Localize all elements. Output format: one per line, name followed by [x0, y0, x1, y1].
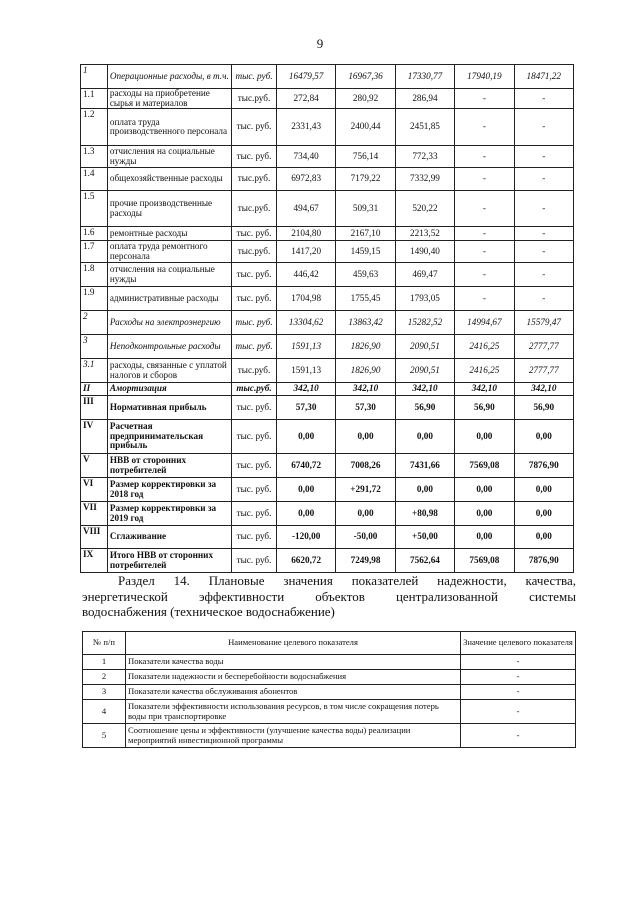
row-value: 15282,52 — [395, 311, 454, 335]
row-name: Итого НВВ от сторонних потребителей — [107, 549, 231, 573]
row-number: 1.4 — [81, 168, 108, 191]
section-heading — [82, 573, 576, 620]
row-name: ремонтные расходы — [107, 227, 231, 241]
row-number: 1.1 — [81, 89, 108, 109]
cost-row-rIII — [81, 396, 574, 420]
row-unit: тыс.руб. — [232, 359, 277, 383]
row-unit: тыс. руб. — [232, 549, 277, 573]
row-value: 7008,26 — [336, 454, 395, 478]
indicator-num: 3 — [83, 685, 126, 700]
row-value: 1826,90 — [336, 335, 395, 359]
row-value: - — [514, 168, 573, 191]
row-value: 2451,85 — [395, 109, 454, 146]
row-unit: тыс. руб. — [232, 227, 277, 241]
row-value: 7562,64 — [395, 549, 454, 573]
cost-row-rIV — [81, 420, 574, 454]
row-value: 342,10 — [455, 383, 514, 396]
row-value: 0,00 — [336, 502, 395, 526]
row-value: 0,00 — [276, 478, 335, 502]
indicator-name: Показатели эффективности использования ресурсов, в том числе сокращения потерь воды при транспортировке — [126, 700, 461, 724]
cost-row-rIX — [81, 549, 574, 573]
indicator-name: Соотношение цены и эффективности (улучшение качества воды) реализации мероприятий инвестиционной программы — [126, 724, 461, 748]
cost-row-r1-9 — [81, 287, 574, 311]
indicator-value: - — [461, 724, 576, 748]
row-unit: тыс. руб. — [232, 146, 277, 168]
row-value: 7431,66 — [395, 454, 454, 478]
row-value: 6740,72 — [276, 454, 335, 478]
row-value: 7249,98 — [336, 549, 395, 573]
row-value: 342,10 — [336, 383, 395, 396]
row-number: II — [81, 383, 108, 396]
row-number: 1 — [81, 65, 108, 89]
row-value: 509,31 — [336, 191, 395, 227]
row-unit: тыс. руб. — [232, 502, 277, 526]
indicator-value: - — [461, 700, 576, 724]
row-unit: тыс. руб. — [232, 65, 277, 89]
row-value: 7179,22 — [336, 168, 395, 191]
indicator-name: Показатели качества обслуживания абонентов — [126, 685, 461, 700]
row-number: 1.3 — [81, 146, 108, 168]
row-value: - — [514, 89, 573, 109]
section-heading-line-3: водоснабжения (техническое водоснабжение) — [82, 604, 335, 619]
row-value: 0,00 — [455, 502, 514, 526]
cost-row-r1-2 — [81, 109, 574, 146]
row-value: 1591,13 — [276, 335, 335, 359]
cost-row-r1-3 — [81, 146, 574, 168]
indicator-num: 2 — [83, 670, 126, 685]
row-value: 2090,51 — [395, 359, 454, 383]
row-unit: тыс. руб. — [232, 396, 277, 420]
row-value: +291,72 — [336, 478, 395, 502]
row-value: 2400,44 — [336, 109, 395, 146]
row-value: 1755,45 — [336, 287, 395, 311]
row-unit: тыс. руб. — [232, 478, 277, 502]
row-value: - — [455, 146, 514, 168]
row-value: 0,00 — [276, 502, 335, 526]
cost-row-r1-4 — [81, 168, 574, 191]
row-unit: тыс. руб. — [232, 526, 277, 549]
row-name: Амортизация — [107, 383, 231, 396]
cost-row-r1-7 — [81, 241, 574, 263]
row-value: 0,00 — [514, 478, 573, 502]
row-number: 1.5 — [81, 191, 108, 227]
row-number: 3.1 — [81, 359, 108, 383]
row-value: 16967,36 — [336, 65, 395, 89]
row-name: Расходы на электроэнергию — [107, 311, 231, 335]
section-heading-line-1: Раздел 14. Плановые значения показателей надежности, качества, — [118, 573, 576, 588]
row-value: 17940,19 — [455, 65, 514, 89]
row-unit: тыс. руб. — [232, 420, 277, 454]
row-value: 0,00 — [336, 420, 395, 454]
row-value: 2777,77 — [514, 359, 573, 383]
cost-row-r1-1 — [81, 89, 574, 109]
row-number: 1.9 — [81, 287, 108, 311]
row-value: 6620,72 — [276, 549, 335, 573]
row-number: VIII — [81, 526, 108, 549]
row-value: 2416,25 — [455, 335, 514, 359]
row-value: 1793,05 — [395, 287, 454, 311]
cost-row-rII — [81, 383, 574, 396]
row-number: 1.8 — [81, 263, 108, 287]
row-name: отчисления на социальные нужды — [107, 263, 231, 287]
row-value: 2777,77 — [514, 335, 573, 359]
row-value: 1417,20 — [276, 241, 335, 263]
row-value: +50,00 — [395, 526, 454, 549]
row-name: Нормативная прибыль — [107, 396, 231, 420]
row-value: 2104,80 — [276, 227, 335, 241]
row-number: 1.2 — [81, 109, 108, 146]
row-value: 1591,13 — [276, 359, 335, 383]
row-value: - — [514, 191, 573, 227]
row-value: - — [455, 263, 514, 287]
cost-row-r2 — [81, 311, 574, 335]
row-number: III — [81, 396, 108, 420]
row-value: 0,00 — [514, 526, 573, 549]
cost-row-rVIII — [81, 526, 574, 549]
row-value: 756,14 — [336, 146, 395, 168]
row-name: Операционные расходы, в т.ч. — [107, 65, 231, 89]
indicator-row — [83, 670, 576, 685]
row-name: НВВ от сторонних потребителей — [107, 454, 231, 478]
row-value: - — [455, 241, 514, 263]
row-value: - — [514, 241, 573, 263]
row-value: 2416,25 — [455, 359, 514, 383]
row-value: - — [455, 227, 514, 241]
row-value: 342,10 — [395, 383, 454, 396]
row-value: -120,00 — [276, 526, 335, 549]
row-name: расходы, связанные с уплатой налогов и сборов — [107, 359, 231, 383]
row-value: 57,30 — [276, 396, 335, 420]
row-value: 0,00 — [455, 420, 514, 454]
row-number: 3 — [81, 335, 108, 359]
row-unit: тыс.руб. — [232, 168, 277, 191]
indicator-num: 4 — [83, 700, 126, 724]
row-value: - — [455, 168, 514, 191]
row-name: расходы на приобретение сырья и материалов — [107, 89, 231, 109]
cost-table — [80, 64, 574, 573]
row-value: 56,90 — [514, 396, 573, 420]
row-value: 7876,90 — [514, 454, 573, 478]
row-value: 0,00 — [514, 502, 573, 526]
indicator-value: - — [461, 655, 576, 670]
indicator-num: 1 — [83, 655, 126, 670]
row-number: 1.7 — [81, 241, 108, 263]
row-value: 0,00 — [276, 420, 335, 454]
row-value: 1490,40 — [395, 241, 454, 263]
row-unit: тыс.руб. — [232, 241, 277, 263]
row-number: IX — [81, 549, 108, 573]
cost-row-r3-1 — [81, 359, 574, 383]
row-unit: тыс. руб. — [232, 109, 277, 146]
row-value: 0,00 — [455, 526, 514, 549]
row-value: 272,84 — [276, 89, 335, 109]
row-value: - — [514, 227, 573, 241]
row-name: Размер корректировки за 2019 год — [107, 502, 231, 526]
row-name: Размер корректировки за 2018 год — [107, 478, 231, 502]
indicator-value: - — [461, 670, 576, 685]
indicators-table — [82, 631, 576, 748]
indicator-name: Показатели качества воды — [126, 655, 461, 670]
cost-row-rV — [81, 454, 574, 478]
row-value: 57,30 — [336, 396, 395, 420]
row-value: 56,90 — [395, 396, 454, 420]
row-unit: тыс. руб. — [232, 287, 277, 311]
indicator-name: Показатели надежности и бесперебойности водоснабжения — [126, 670, 461, 685]
row-value: 7569,08 — [455, 454, 514, 478]
indicator-row — [83, 700, 576, 724]
row-value: +80,98 — [395, 502, 454, 526]
row-value: 13863,42 — [336, 311, 395, 335]
row-name: оплата труда производственного персонала — [107, 109, 231, 146]
indicator-row — [83, 685, 576, 700]
page-number: 9 — [316, 36, 324, 51]
row-value: 1704,98 — [276, 287, 335, 311]
row-value: 6972,83 — [276, 168, 335, 191]
row-value: 1459,15 — [336, 241, 395, 263]
row-value: 13304,62 — [276, 311, 335, 335]
row-number: VII — [81, 502, 108, 526]
cost-row-r1-5 — [81, 191, 574, 227]
row-value: -50,00 — [336, 526, 395, 549]
row-name: Сглаживание — [107, 526, 231, 549]
row-value: 1826,90 — [336, 359, 395, 383]
row-unit: тыс.руб. — [232, 89, 277, 109]
row-unit: тыс.руб. — [232, 191, 277, 227]
row-value: 2167,10 — [336, 227, 395, 241]
row-value: 0,00 — [395, 478, 454, 502]
row-value: 446,42 — [276, 263, 335, 287]
indicators-header-row — [83, 632, 576, 655]
row-value: 7876,90 — [514, 549, 573, 573]
indicator-num: 5 — [83, 724, 126, 748]
indicator-value: - — [461, 685, 576, 700]
row-number: V — [81, 454, 108, 478]
cost-row-r1-8 — [81, 263, 574, 287]
row-number: VI — [81, 478, 108, 502]
row-value: 342,10 — [276, 383, 335, 396]
cost-row-r3 — [81, 335, 574, 359]
row-value: 286,94 — [395, 89, 454, 109]
row-value: - — [455, 89, 514, 109]
row-value: 2213,52 — [395, 227, 454, 241]
row-value: - — [455, 109, 514, 146]
cost-row-rVII — [81, 502, 574, 526]
row-value: 734,40 — [276, 146, 335, 168]
row-value: 469,47 — [395, 263, 454, 287]
header-name: Наименование целевого показателя — [126, 632, 461, 655]
row-value: 7569,08 — [455, 549, 514, 573]
row-name: прочие производственные расходы — [107, 191, 231, 227]
row-value: 772,33 — [395, 146, 454, 168]
row-unit: тыс. руб. — [232, 311, 277, 335]
row-unit: тыс.руб. — [232, 383, 277, 396]
row-number: 2 — [81, 311, 108, 335]
row-value: 280,92 — [336, 89, 395, 109]
section-heading-line-2: энергетической эффективности объектов централизованной системы — [82, 588, 576, 604]
row-value: 0,00 — [455, 478, 514, 502]
row-value: 14994,67 — [455, 311, 514, 335]
cost-row-rVI — [81, 478, 574, 502]
row-value: 459,63 — [336, 263, 395, 287]
row-name: оплата труда ремонтного персонала — [107, 241, 231, 263]
row-unit: тыс. руб. — [232, 263, 277, 287]
header-num: № п/п — [83, 632, 126, 655]
row-value: 0,00 — [514, 420, 573, 454]
row-value: 494,67 — [276, 191, 335, 227]
row-unit: тыс. руб. — [232, 454, 277, 478]
row-value: 16479,57 — [276, 65, 335, 89]
row-value: 18471,22 — [514, 65, 573, 89]
cost-row-r1 — [81, 65, 574, 89]
row-value: - — [514, 146, 573, 168]
cost-row-r1-6 — [81, 227, 574, 241]
row-value: 0,00 — [395, 420, 454, 454]
row-value: - — [514, 109, 573, 146]
row-name: Неподконтрольные расходы — [107, 335, 231, 359]
row-value: 7332,99 — [395, 168, 454, 191]
indicator-row — [83, 724, 576, 748]
row-value: 520,22 — [395, 191, 454, 227]
row-number: IV — [81, 420, 108, 454]
row-value: 2331,43 — [276, 109, 335, 146]
header-value: Значение целевого показателя — [461, 632, 576, 655]
row-name: отчисления на социальные нужды — [107, 146, 231, 168]
row-number: 1.6 — [81, 227, 108, 241]
row-value: 17330,77 — [395, 65, 454, 89]
row-value: 2090,51 — [395, 335, 454, 359]
row-value: 342,10 — [514, 383, 573, 396]
row-value: - — [455, 191, 514, 227]
row-value: - — [514, 287, 573, 311]
indicator-row — [83, 655, 576, 670]
row-value: 56,90 — [455, 396, 514, 420]
row-unit: тыс. руб. — [232, 335, 277, 359]
row-value: - — [455, 287, 514, 311]
row-value: 15579,47 — [514, 311, 573, 335]
row-value: - — [514, 263, 573, 287]
row-name: Расчетная предпринимательская прибыль — [107, 420, 231, 454]
row-name: административные расходы — [107, 287, 231, 311]
row-name: общехозяйственные расходы — [107, 168, 231, 191]
